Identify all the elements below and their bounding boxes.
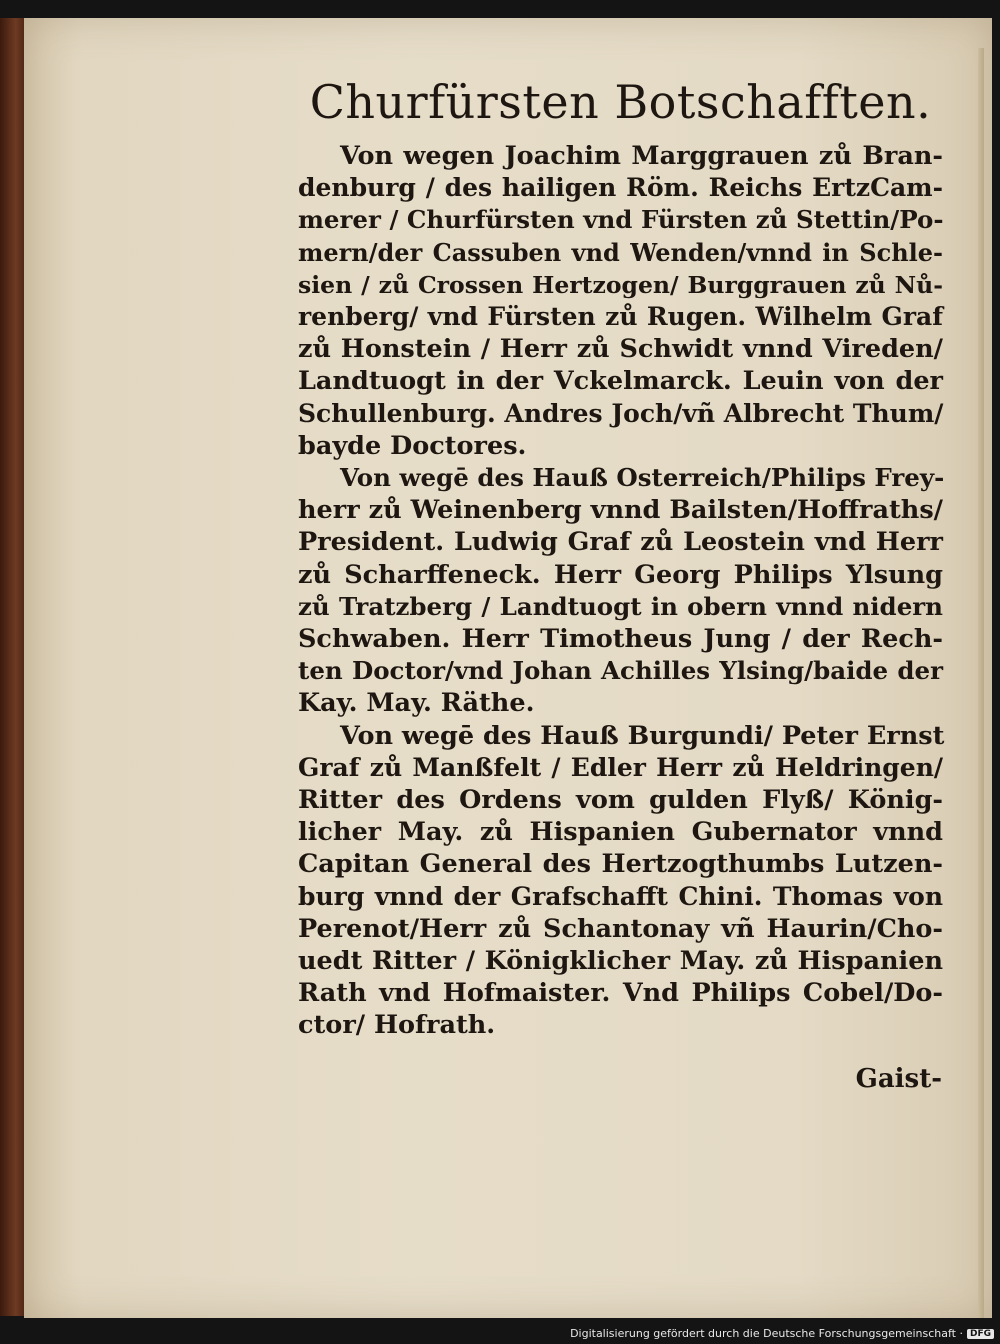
text-line: Landtuogt in der Vckelmarck. Leuin von der (298, 366, 943, 397)
text-line: Ritter des Ordens vom gulden Flyß/ König- (298, 785, 943, 816)
text-line: ctor/ Hofrath. (298, 1010, 496, 1041)
text-line: zů Scharffeneck. Herr Georg Philips Ylsung (298, 559, 943, 590)
text-line: zů Honstein / Herr zů Schwidt vnnd Vireden/ (298, 334, 943, 365)
text-line: uedt Ritter / Königklicher May. zů Hispanien (298, 946, 943, 977)
credit-text: Digitalisierung gefördert durch die Deutsche Forschungsgemeinschaft · (570, 1327, 963, 1340)
text-line: bayde Doctores. (298, 430, 527, 461)
text-line: Schullenburg. Andres Joch/vñ Albrecht Thum/ (298, 398, 944, 428)
text-line: herr zů Weinenberg vnnd Bailsten/Hoffraths/ (298, 495, 943, 526)
text-line: Von wegē des Hauß Burgundi/ Peter Ernst (340, 720, 945, 751)
text-line: burg vnnd der Grafschafft Chini. Thomas von (298, 881, 943, 911)
text-line: renberg/ vnd Fürsten zů Rugen. Wilhelm Graf (298, 302, 943, 332)
dfg-logo-icon: DFG (967, 1329, 994, 1339)
text-line: Kay. May. Räthe. (298, 688, 535, 719)
book-binding (0, 18, 26, 1316)
text-line: licher May. zů Hispanien Gubernator vnnd (298, 817, 943, 848)
text-line: Rath vnd Hofmaister. Vnd Philips Cobel/Do- (298, 978, 943, 1009)
text-line: Graf zů Manßfelt / Edler Herr zů Heldringen/ (298, 752, 943, 782)
text-line: denburg / des hailigen Röm. Reichs ErtzCam- (298, 173, 943, 203)
digitization-credit (570, 1327, 994, 1340)
text-line: Perenot/Herr zů Schantonay vñ Haurin/Cho- (298, 913, 943, 944)
text-line: mern/der Cassuben vnd Wenden/vnnd in Schle- (298, 237, 943, 267)
text-line: sien / zů Crossen Hertzogen/ Burggrauen zů Nů- (298, 270, 943, 299)
page-text (298, 70, 943, 1042)
text-line: ten Doctor/vnd Johan Achilles Ylsing/baide der (298, 656, 943, 686)
text-line: Von wegē des Hauß Osterreich/Philips Frey- (340, 463, 945, 493)
page-edge (978, 48, 984, 1318)
page-heading: Churfürsten Botschafften. (309, 75, 932, 129)
text-line: President. Ludwig Graf zů Leostein vnd Herr (298, 527, 943, 558)
text-line: zů Tratzberg / Landtuogt in obern vnnd nidern (298, 591, 943, 621)
catchword: Gaist- (855, 1064, 942, 1094)
text-line: Schwaben. Herr Timotheus Jung / der Rech- (298, 624, 943, 655)
text-line: merer / Churfürsten vnd Fürsten zů Stettin/Po- (298, 205, 944, 235)
text-line: Capitan General des Hertzogthumbs Lutzen- (298, 849, 943, 880)
text-line: Von wegen Joachim Marggrauen zů Bran- (340, 141, 943, 171)
